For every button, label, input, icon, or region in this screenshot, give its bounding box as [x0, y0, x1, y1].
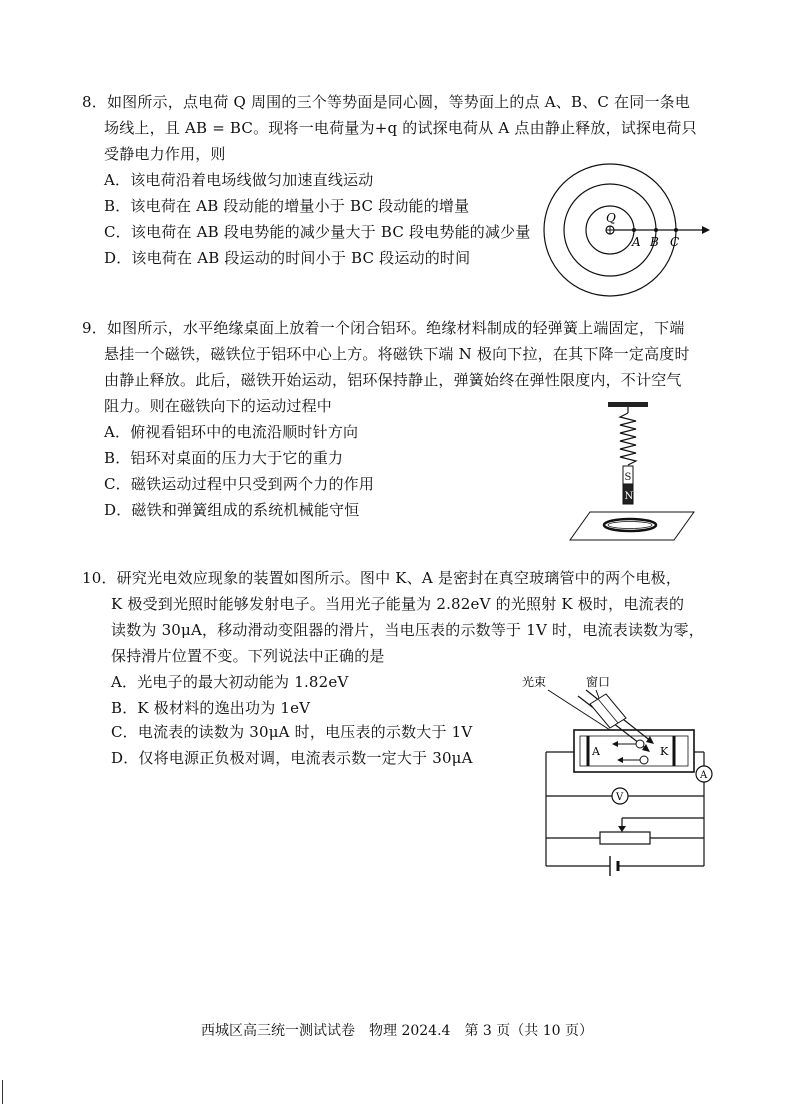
label-cathode: K: [660, 745, 669, 758]
electron-1: [636, 740, 644, 748]
question-9-stem-line-2: 悬挂一个磁铁，磁铁位于铝环中心上方。将磁铁下端 N 极向下拉，在其下降一定高度时: [104, 345, 690, 363]
label-ammeter: A: [700, 770, 708, 781]
point-a: [632, 228, 636, 232]
question-10-stem-line-3: 读数为 30μA，移动滑动变阻器的滑片，当电压表的示数等于 1V 时，电流表读数为零，: [111, 621, 704, 639]
label-window: 窗口: [586, 675, 611, 689]
question-9-option-c: C．磁铁运动过程中只受到两个力的作用: [104, 475, 375, 493]
electron-2: [640, 756, 648, 764]
margin-mark: [2, 1080, 3, 1104]
question-10-stem-line-2: K 极受到光照时能够发射电子。当用光子能量为 2.82eV 的光照射 K 极时，电流表的: [111, 595, 685, 613]
question-10-stem-line-1: 10．研究光电效应现象的装置如图所示。图中 K、A 是密封在真空玻璃管中的两个电极，: [82, 569, 682, 587]
label-anode: A: [592, 745, 600, 758]
question-10-stem-line-4: 保持滑片位置不变。下列说法中正确的是: [111, 647, 385, 665]
point-b: [654, 228, 658, 232]
question-8-stem-line-3: 受静电力作用，则: [104, 145, 226, 163]
question-8-stem-line-2: 场线上，且 AB = BC。现将一电荷量为+q 的试探电荷从 A 点由静止释放，试探电荷只: [104, 119, 697, 137]
question-9-option-d: D．磁铁和弹簧组成的系统机械能守恒: [104, 501, 360, 519]
light-ray-2-arrow: [646, 736, 654, 744]
question-10-option-a: A．光电子的最大初动能为 1.82eV: [111, 673, 349, 691]
question-8-option-d: D．该电荷在 AB 段运动的时间小于 BC 段运动的时间: [104, 249, 471, 267]
sliding-rheostat: [600, 832, 650, 844]
electron-path-1-arrow: [612, 741, 618, 747]
rheostat-slider-tip: [618, 826, 626, 832]
label-b: B: [650, 235, 659, 249]
question-8-stem-line-1: 8．如图所示，点电荷 Q 周围的三个等势面是同心圆，等势面上的点 A、B、C 在同一条电: [82, 93, 691, 111]
question-10-option-d: D．仅将电源正负极对调，电流表示数一定大于 30μA: [111, 749, 473, 767]
label-n: N: [624, 491, 634, 502]
page-footer: 西城区高三统一测试试卷 物理 2024.4 第 3 页（共 10 页）: [201, 1023, 593, 1039]
photoelectric-circuit-figure: [518, 670, 718, 880]
question-8-option-a: A．该电荷沿着电场线做匀加速直线运动: [104, 171, 374, 189]
electron-path-2-arrow: [617, 757, 623, 763]
label-light-beam: 光束: [522, 675, 547, 689]
question-8-option-b: B．该电荷在 AB 段动能的增量小于 BC 段动能的增量: [104, 197, 470, 215]
ceiling-support: [608, 402, 648, 407]
table-surface: [570, 512, 694, 540]
question-10-option-b: B．K 极材料的逸出功为 1eV: [111, 699, 311, 717]
magnet-spring-figure: [560, 398, 700, 548]
label-voltmeter: V: [616, 792, 624, 803]
label-a: A: [632, 235, 641, 249]
label-c: C: [670, 235, 680, 249]
label-q: Q: [606, 211, 616, 225]
equipotential-figure: [540, 160, 710, 300]
question-9-stem-line-3: 由静止释放。此后，磁铁开始运动，铝环保持静止，弹簧始终在弹性限度内，不计空气: [104, 371, 682, 389]
label-s: S: [624, 472, 632, 483]
field-line-arrow: [702, 226, 710, 234]
spring: [620, 413, 636, 465]
question-9-stem-line-4: 阻力。则在磁铁向下的运动过程中: [104, 397, 333, 415]
question-10-option-c: C．电流表的读数为 30μA 时，电压表的示数大于 1V: [111, 723, 473, 741]
question-9-stem-line-1: 9．如图所示，水平绝缘桌面上放着一个闭合铝环。绝缘材料制成的轻弹簧上端固定，下端: [82, 319, 685, 337]
question-9-option-b: B．铝环对桌面的压力大于它的重力: [104, 449, 344, 467]
question-9-option-a: A．俯视看铝环中的电流沿顺时针方向: [104, 423, 359, 441]
question-8-option-c: C．该电荷在 AB 段电势能的减少量大于 BC 段电势能的减少量: [104, 223, 531, 241]
point-c: [674, 228, 678, 232]
